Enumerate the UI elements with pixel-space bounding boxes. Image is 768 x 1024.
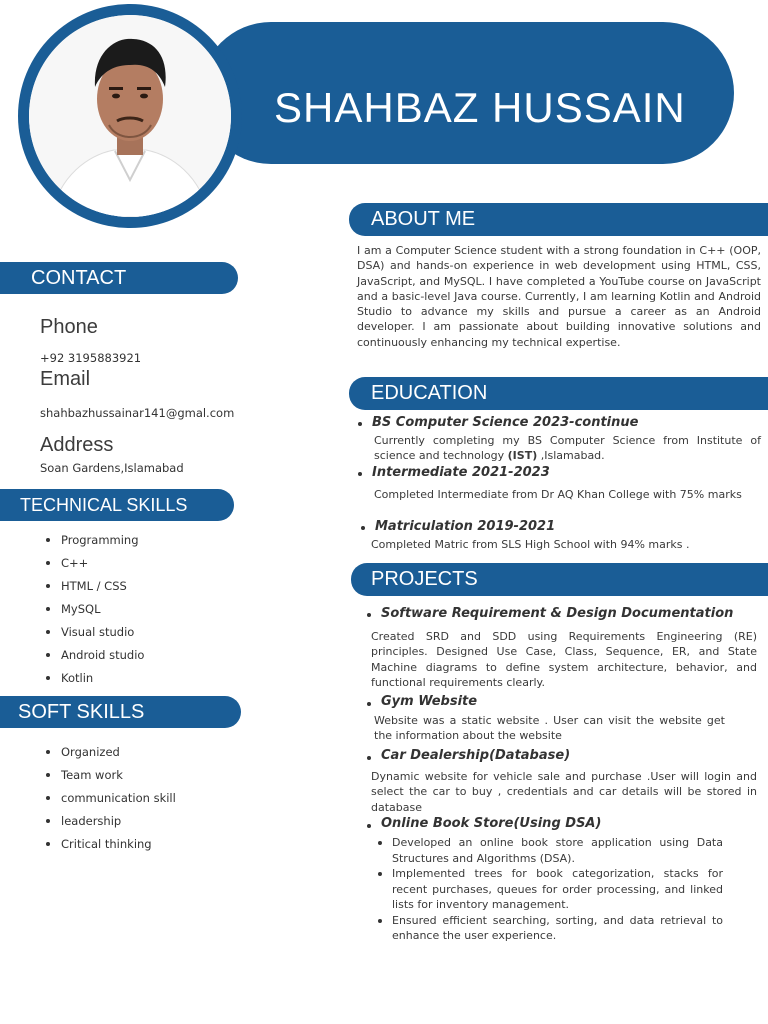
email-label: Email	[40, 368, 91, 390]
list-item: MySQL	[44, 601, 144, 624]
email-value: shahbazhussainar141@gmal.com	[40, 406, 235, 420]
phone-value: +92 3195883921	[40, 351, 142, 365]
profile-photo	[29, 15, 231, 217]
project-title: Car Dealership(Database)	[381, 748, 571, 763]
education-title: BS Computer Science 2023-continue	[372, 415, 639, 430]
bullet-icon	[358, 422, 362, 426]
address-value: Soan Gardens,Islamabad	[40, 461, 184, 475]
education-description: Completed Intermediate from Dr AQ Khan College with 75% marks	[374, 488, 742, 501]
list-item: Android studio	[44, 647, 144, 670]
bullet-icon	[361, 526, 365, 530]
list-item: Team work	[44, 767, 176, 790]
list-item: C++	[44, 555, 144, 578]
technical-skills-list	[44, 532, 144, 693]
bullet-icon	[367, 824, 371, 828]
about-heading: ABOUT ME	[349, 203, 768, 236]
list-item: Developed an online book store application using Data Structures and Algorithms (DSA).	[375, 835, 723, 866]
education-description: Completed Matric from SLS High School with 94% marks .	[371, 538, 690, 551]
list-item: Ensured efficient searching, sorting, and data retrieval to enhance the user experience.	[375, 913, 723, 944]
bullet-icon	[358, 472, 362, 476]
bullet-icon	[367, 756, 371, 760]
education-heading: EDUCATION	[349, 377, 768, 410]
soft-skills-list	[44, 744, 176, 859]
project-description: Website was a static website . User can visit the website get the information about the website	[374, 714, 725, 743]
bullet-icon	[367, 702, 371, 706]
education-title: Intermediate 2021-2023	[372, 465, 550, 480]
education-title: Matriculation 2019-2021	[375, 519, 556, 534]
list-item: Visual studio	[44, 624, 144, 647]
list-item: Organized	[44, 744, 176, 767]
technical-skills-heading: TECHNICAL SKILLS	[0, 489, 234, 521]
list-item: leadership	[44, 813, 176, 836]
candidate-name: SHAHBAZ HUSSAIN	[274, 84, 686, 131]
phone-label: Phone	[40, 316, 98, 338]
list-item: communication skill	[44, 790, 176, 813]
contact-heading: CONTACT	[0, 262, 238, 294]
project-title: Gym Website	[381, 694, 478, 709]
project-title: Software Requirement & Design Documentation	[381, 606, 734, 621]
list-item: Programming	[44, 532, 144, 555]
project-title: Online Book Store(Using DSA)	[381, 816, 602, 831]
projects-heading: PROJECTS	[351, 563, 768, 596]
address-label: Address	[40, 434, 114, 456]
bullet-icon	[367, 613, 371, 617]
education-description: Currently completing my BS Computer Science from Institute of science and technology (IST) ,Islamabad.	[374, 434, 761, 463]
list-item: Kotlin	[44, 670, 144, 693]
list-item: Implemented trees for book categorization, stacks for recent purchases, queues for order processing, and linked lists for inventory management.	[375, 866, 723, 913]
project-bullets	[375, 835, 723, 944]
project-description: Created SRD and SDD using Requirements Engineering (RE) principles. Designed Use Case, Class, Sequence, ER, and State Machine diagrams to define system architecture, behavior, and functional requirements clearly.	[371, 630, 757, 689]
project-description: Dynamic website for vehicle sale and purchase .User will login and select the car to buy , credentials and car details will be stored in database	[371, 770, 757, 814]
soft-skills-heading: SOFT SKILLS	[0, 696, 241, 728]
list-item: Critical thinking	[44, 836, 176, 859]
about-text: I am a Computer Science student with a strong foundation in C++ (OOP, DSA) and hands-on experience in web development using HTML, CSS, JavaScript, and MySQL. I have completed a YouTube course on JavaScript and a basic-level Java course. Currently, I am learning Kotlin and Android Studio to advance my skills and pursue a career as an Android developer. I am passionate about building innovative solutions and continuously enhancing my technical expertise.	[357, 244, 761, 349]
list-item: HTML / CSS	[44, 578, 144, 601]
